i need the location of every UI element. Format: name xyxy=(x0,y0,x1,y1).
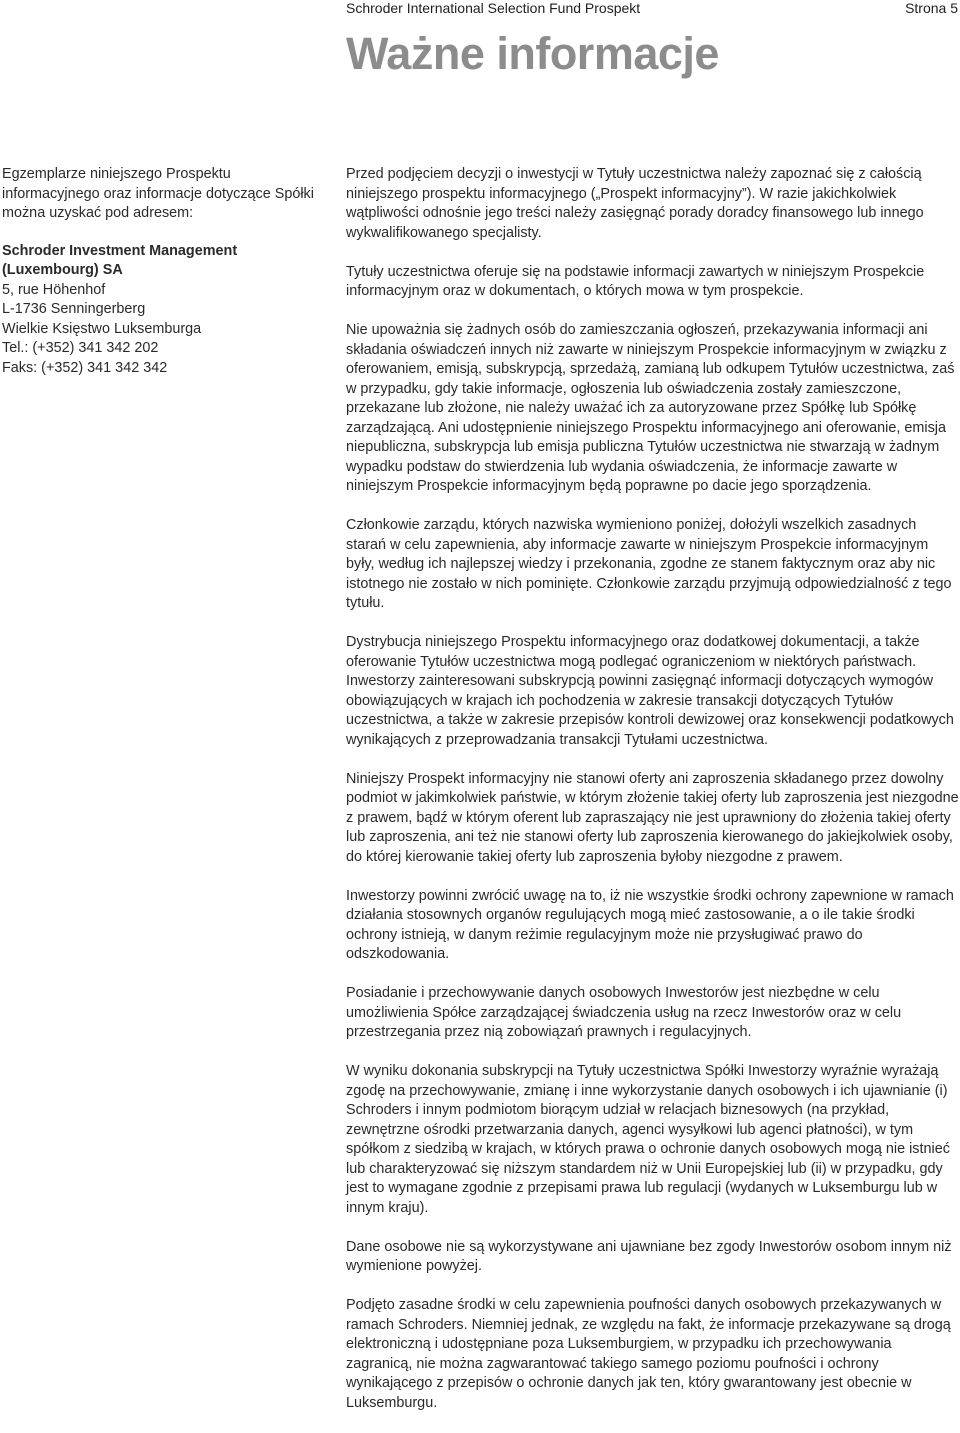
paragraph: Dane osobowe nie są wykorzystywane ani ujawniane bez zgody Inwestorów osobom innym niż wymienione powyżej. xyxy=(346,1238,952,1274)
document-title: Schroder International Selection Fund Prospekt xyxy=(346,0,641,16)
paragraph: Inwestorzy powinni zwrócić uwagę na to, iż nie wszystkie środki ochrony zapewnione w ramach działania stosownych organów regulujących mogą mieć zastosowanie, a o ile takie środki ochrony istnieją, w danym reżimie regulacyjnym może nie przysługiwać prawo do odszkodowania. xyxy=(346,887,954,962)
company-name-line2: (Luxembourg) SA xyxy=(2,262,123,278)
paragraph: Podjęto zasadne środki w celu zapewnienia poufności danych osobowych przekazywanych w ramach Schroders. Niemniej jednak, ze względu na fakt, że informacje przekazywane są drogą elektroniczną i udostępniane poza Luksemburgiem, w przypadku ich przechowywania zagranicą, nie można zagwarantować takiego samego poziomu poufności i ochrony wynikającego z przepisów o ochronie danych jak ten, który gwarantowany jest obecnie w Luksemburgu. xyxy=(346,1297,951,1411)
company-name-line1: Schroder Investment Management xyxy=(2,242,238,259)
address-line3: Wielkie Księstwo Luksemburga xyxy=(2,320,202,337)
paragraph: Tytuły uczestnictwa oferuje się na podstawie informacji zawartych w niniejszym Prospekcie informacyjnym oraz w dokumentach, o których mowa w tym prospekcie. xyxy=(346,263,925,299)
sidebar-intro: Egzemplarze niniejszego Prospektu informacyjnego oraz informacje dotyczące Spółki można uzyskać pod adresem: xyxy=(2,166,314,221)
telephone: Tel.: (+352) 341 342 202 xyxy=(2,340,159,356)
page-header xyxy=(346,0,960,20)
main-content xyxy=(346,165,960,1433)
address-line2: L-1736 Senningerberg xyxy=(2,301,146,317)
paragraph: Przed podjęciem decyzji o inwestycji w Tytuły uczestnictwa należy zapoznać się z całością niniejszego prospektu informacyjnego („Prospekt informacyjny”). W razie jakichkolwiek wątpliwości odnośnie jego treści należy zasięgnąć porady doradcy finansowego lub innego wykwalifikowanego specjalisty. xyxy=(346,166,924,241)
address-line1: 5, rue Höhenhof xyxy=(2,281,106,298)
contact-sidebar xyxy=(2,165,322,378)
paragraph: Posiadanie i przechowywanie danych osobowych Inwestorów jest niezbędne w celu umożliwienia Spółce zarządzającej świadczenia usług na rzecz Inwestorów oraz w celu przestrzegania przez nią zobowiązań prawnych i regulacyjnych. xyxy=(346,985,902,1040)
paragraph: Dystrybucja niniejszego Prospektu informacyjnego oraz dodatkowej dokumentacji, a także oferowanie Tytułów uczestnictwa mogą podlegać ograniczeniom w niektórych państwach. Inwestorzy zainteresowani subskrypcją powinni zasięgnąć informacji dotyczących wymogów obowiązujących w krajach ich pochodzenia w zakresie transakcji dotyczących Tytułów uczestnictwa, a także w zakresie przepisów kontroli dewizowej oraz konsekwencji podatkowych wynikających z przeprowadzania transakcji Tytułami uczestnictwa. xyxy=(346,634,954,748)
paragraph: W wyniku dokonania subskrypcji na Tytuły uczestnictwa Spółki Inwestorzy wyraźnie wyrażają zgodę na przechowywanie, zmianę i inne wykorzystanie danych osobowych i ich ujawnianie (i) Schroders i innym podmiotom biorącym udział w relacjach biznesowych (na przykład, zewnętrzne ośrodki przetwarzania danych, agenci wysyłkowi lub agenci płatności), w tym spółkom z siedzibą w krajach, w których prawa o ochronie danych osobowych mogą nie istnieć lub charakteryzować się niższym standardem niż w Unii Europejskiej lub (ii) w przypadku, gdy jest to wymagane zgodnie z przepisami prawa lub regulacji (wydanych w Luksemburgu lub w innym kraju). xyxy=(346,1063,950,1216)
paragraph: Nie upoważnia się żadnych osób do zamieszczania ogłoszeń, przekazywania informacji ani składania oświadczeń innych niż zawarte w niniejszym Prospekcie informacyjnym w związku z oferowaniem, emisją, subskrypcją, sprzedażą, zamianą lub odkupem Tytułów uczestnictwa, zaś w przypadku, gdy takie informacje, ogłoszenia lub oświadczenia zostały zamieszczone, przekazane lub złożone, nie należy uważać ich za autoryzowane przez Spółkę lub Spółkę zarządzającą. Ani udostępnienie niniejszego Prospektu informacyjnego ani oferowanie, emisja niepubliczna, subskrypcja lub emisja publiczna Tytułów uczestnictwa nie stwarzają w żadnym wypadku podstaw do stwierdzenia lub wydania oświadczenia, że informacje zawarte w niniejszym Prospekcie informacyjnym będą poprawne po dacie jego sporządzenia. xyxy=(346,322,955,494)
paragraph: Niniejszy Prospekt informacyjny nie stanowi oferty ani zaproszenia składanego przez dowolny podmiot w jakimkolwiek państwie, w którym złożenie takiej oferty lub zaproszenia jest niezgodne z prawem, bądź w którym oferent lub zapraszający nie jest uprawniony do złożenia takiej oferty lub zaproszenia, ani też nie stanowi oferty lub zaproszenia kierowanego do jakiejkolwiek osoby, do której kierowanie takiej oferty lub zaproszenia byłoby niezgodne z prawem. xyxy=(346,770,959,865)
page-title: Ważne informacje xyxy=(346,28,719,79)
fax: Faks: (+352) 341 342 342 xyxy=(2,359,168,376)
paragraph: Członkowie zarządu, których nazwiska wymieniono poniżej, dołożyli wszelkich zasadnych starań w celu zapewnienia, aby informacje zawarte w niniejszym Prospekcie informacyjnym były, według ich najlepszej wiedzy i przekonania, zgodne ze stanem faktycznym oraz aby nic istotnego nie zostało w nich pominięte. Członkowie zarządu przyjmują odpowiedzialność z tego tytułu. xyxy=(346,517,952,611)
page-number: Strona 5 xyxy=(905,0,958,16)
